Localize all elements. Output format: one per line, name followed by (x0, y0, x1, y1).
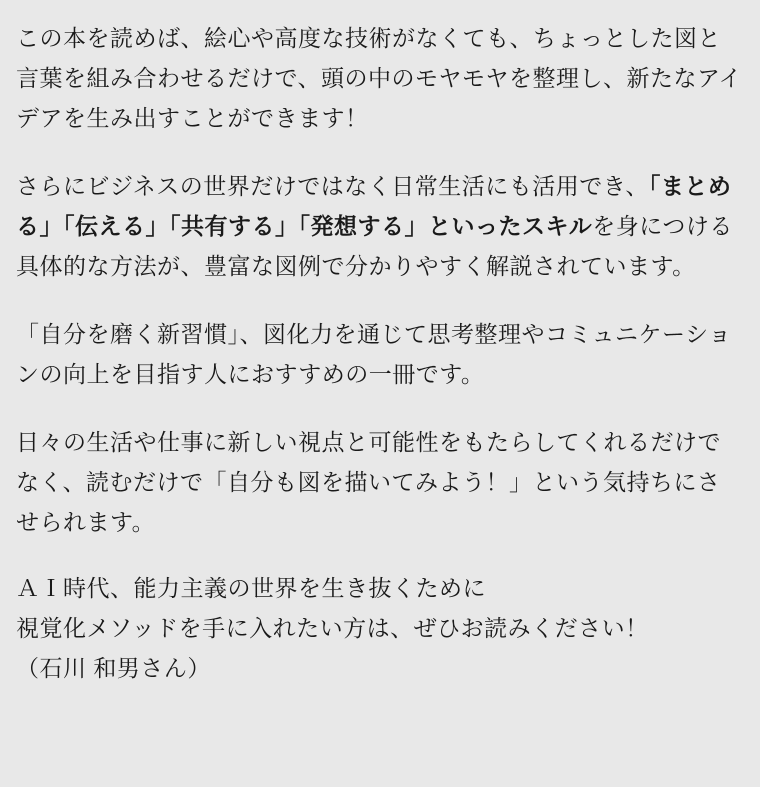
paragraph-run: 日々の生活や仕事に新しい視点と可能性をもたらしてくれるだけでなく、読むだけで「自分も図を描いてみよう！」という気持ちにさせられます。 (16, 429, 721, 535)
review-closing-line-1: ＡＩ時代、能力主義の世界を生き抜くために (16, 575, 486, 601)
paragraph-run: さらにビジネスの世界だけではなく日常生活にも活用でき、 (16, 173, 649, 199)
review-paragraph-1 (16, 18, 744, 138)
paragraph-run: を身につける具体的な方法が、豊富な図例で分かりやすく解説されています。 (16, 213, 733, 279)
review-author-attribution: （石川 和男さん） (16, 655, 211, 681)
paragraph-run: 「自分を磨く新習慣」、図化力を通じて思考整理やコミュニケーションの向上を目指す人におすすめの一冊です。 (16, 321, 732, 387)
review-closing-line-2: 視覚化メソッドを手に入れたい方は、ぜひお読みください！ (16, 615, 649, 641)
review-paragraph-3 (16, 314, 744, 394)
paragraph-run-emphasis: 「まとめる」「伝える」「共有する」「発想する」といったスキル (16, 173, 732, 239)
paragraph-run: この本を読めば、絵心や高度な技術がなくても、ちょっとした図と言葉を組み合わせるだけで、頭の中のモヤモヤを整理し、新たなアイデアを生み出すことができます！ (16, 25, 742, 131)
review-paragraph-4 (16, 422, 744, 542)
review-paragraph-2 (16, 166, 744, 286)
